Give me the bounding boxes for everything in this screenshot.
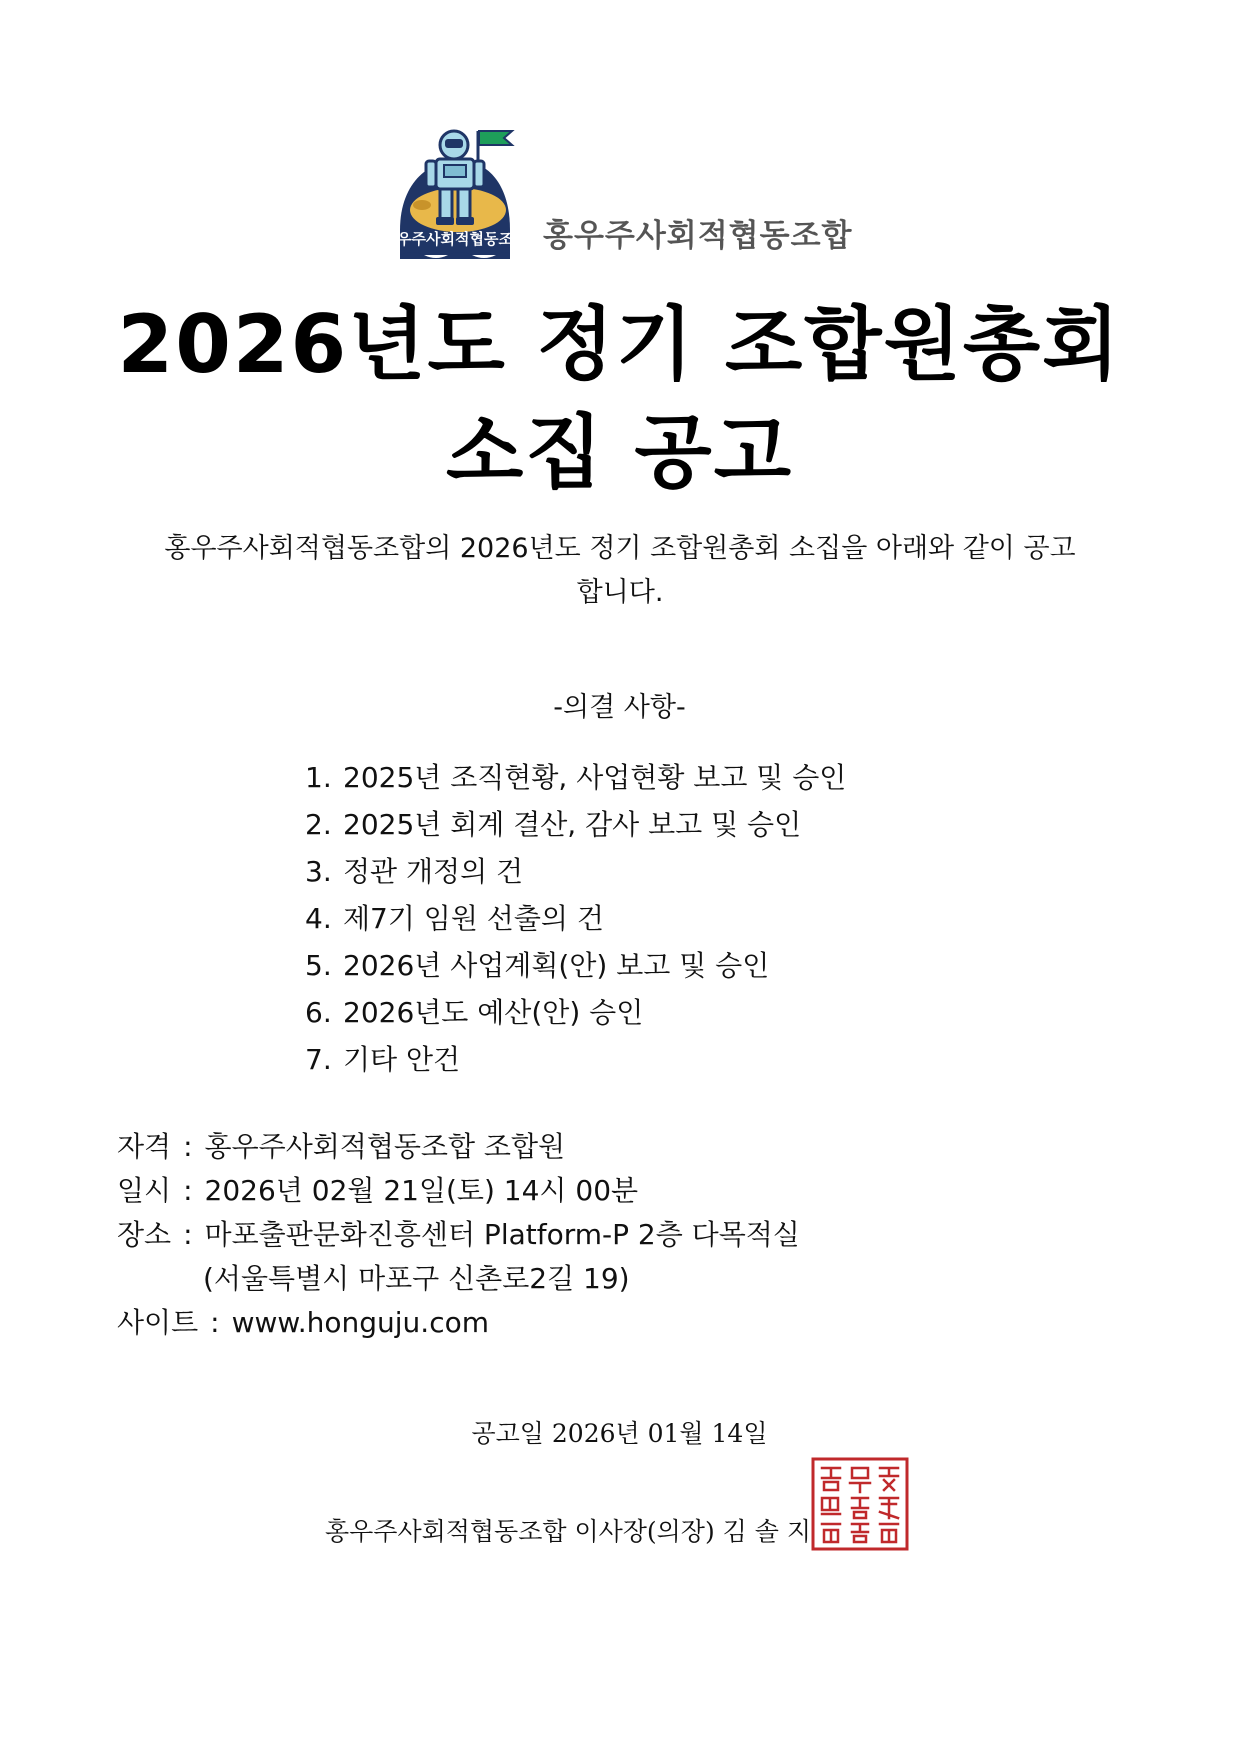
place-value: 마포출판문화진흥센터 Platform-P 2층 다목적실 — [204, 1218, 800, 1251]
place-label: 장소 — [117, 1218, 172, 1251]
document-title-line-2: 소집 공고 — [446, 406, 793, 499]
datetime-row — [117, 1169, 800, 1213]
document-title-line-1: 2026년도 정기 조합원총회 — [117, 298, 1122, 391]
agenda-item-number: 2. — [305, 808, 332, 841]
agenda-item — [305, 1036, 846, 1083]
agenda-item — [305, 754, 846, 801]
meeting-details — [117, 1125, 800, 1345]
site-url-link[interactable]: www.honguju.com — [231, 1306, 489, 1339]
agenda-item — [305, 801, 846, 848]
separator: : — [183, 1218, 193, 1251]
agenda-list — [305, 754, 846, 1083]
notice-date: 공고일 2026년 01월 14일 — [471, 1419, 768, 1448]
place-address-row — [117, 1257, 800, 1301]
cooperative-logo — [392, 125, 524, 263]
official-seal-stamp — [810, 1456, 910, 1552]
qualification-row — [117, 1125, 800, 1169]
agenda-item-text: 2025년 회계 결산, 감사 보고 및 승인 — [343, 808, 802, 841]
site-label: 사이트 — [117, 1306, 199, 1339]
agenda-item — [305, 942, 846, 989]
organization-name-header: 홍우주사회적협동조합 — [543, 218, 853, 254]
datetime-value: 2026년 02월 21일(토) 14시 00분 — [204, 1174, 639, 1207]
place-row — [117, 1213, 800, 1257]
agenda-item-number: 1. — [305, 761, 332, 794]
agenda-item — [305, 848, 846, 895]
separator: : — [183, 1130, 193, 1163]
agenda-item-number: 7. — [305, 1043, 332, 1076]
agenda-item-number: 5. — [305, 949, 332, 982]
agenda-item-text: 2026년도 예산(안) 승인 — [343, 996, 644, 1029]
agenda-item-text: 2026년 사업계획(안) 보고 및 승인 — [343, 949, 770, 982]
qualification-label: 자격 — [117, 1130, 172, 1163]
agenda-item-text: 2025년 조직현황, 사업현황 보고 및 승인 — [343, 761, 847, 794]
agenda-item-text: 정관 개정의 건 — [343, 855, 524, 888]
qualification-value: 홍우주사회적협동조합 조합원 — [204, 1130, 566, 1163]
intro-paragraph: 홍우주사회적협동조합의 2026년도 정기 조합원총회 소집을 아래와 같이 공고합니다. — [164, 533, 1076, 608]
datetime-label: 일시 — [117, 1174, 172, 1207]
signature-line: 홍우주사회적협동조합 이사장(의장) 김 솔 지 — [325, 1517, 811, 1546]
agenda-item-number: 6. — [305, 996, 332, 1029]
agenda-item-number: 4. — [305, 902, 332, 935]
separator: : — [210, 1306, 220, 1339]
place-address: (서울특별시 마포구 신촌로2길 19) — [203, 1262, 630, 1295]
logo-text: 홍우주사회적협동조합 — [392, 230, 524, 248]
agenda-item-text: 제7기 임원 선출의 건 — [343, 902, 604, 935]
separator: : — [183, 1174, 193, 1207]
agenda-item-number: 3. — [305, 855, 332, 888]
site-row — [117, 1301, 800, 1345]
agenda-heading: -의결 사항- — [553, 692, 686, 723]
agenda-item — [305, 895, 846, 942]
agenda-item-text: 기타 안건 — [343, 1043, 461, 1076]
agenda-item — [305, 989, 846, 1036]
